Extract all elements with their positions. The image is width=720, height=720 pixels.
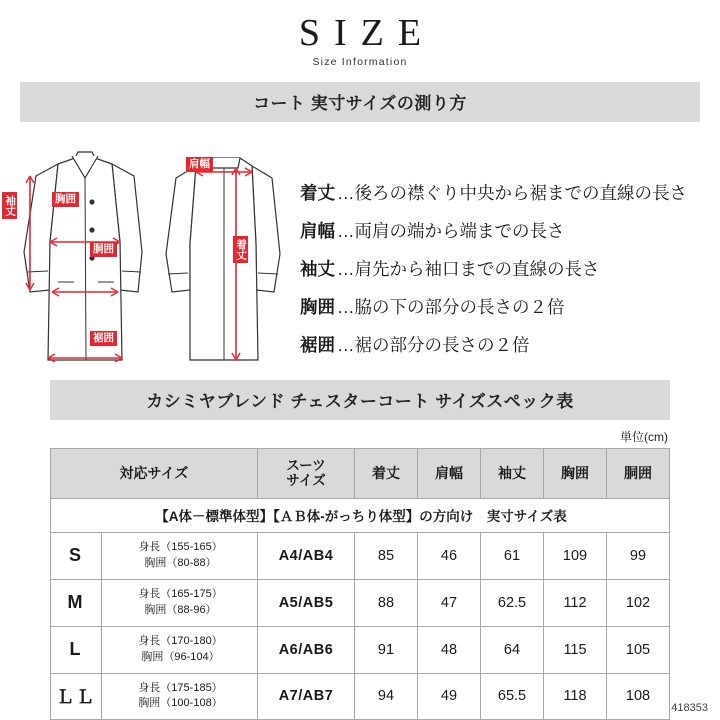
row-size-label: L (51, 626, 102, 673)
definition-row (300, 180, 720, 205)
row-sleeve: 61 (481, 532, 544, 579)
row-shoulder: 47 (418, 579, 481, 626)
row-suit-size: A5/AB5 (258, 579, 355, 626)
label-back-length: 着丈 (233, 236, 248, 263)
header-corresponding-size: 対応サイズ (51, 448, 258, 498)
row-bust: 112 (544, 579, 607, 626)
row-height: 身長（170-180） (138, 634, 223, 647)
body-type-note: 【A体－標準体型】【ＡＢ体-がっちり体型】の方向け 実寸サイズ表 (51, 498, 670, 532)
row-length: 94 (355, 673, 418, 720)
header-suit-line1: スーツ (286, 457, 326, 473)
definition-desc: …脇の下の部分の長さの２倍 (337, 296, 565, 317)
coat-illustration (0, 132, 300, 387)
header-shoulder: 肩幅 (418, 448, 481, 498)
row-chest: 胸囲（88-96） (144, 603, 217, 616)
body-type-note-row (51, 498, 670, 532)
spec-table-wrap (50, 420, 670, 720)
definition-term: 肩幅 (300, 220, 335, 241)
table-header-row (51, 448, 670, 498)
row-sleeve: 64 (481, 626, 544, 673)
page-title: SIZE (298, 12, 436, 54)
row-waist: 102 (607, 579, 670, 626)
row-sleeve: 62.5 (481, 579, 544, 626)
label-waist: 胴囲 (90, 242, 117, 257)
row-chest: 胸囲（100-108） (138, 697, 223, 710)
row-waist: 105 (607, 626, 670, 673)
row-size-detail (102, 626, 258, 673)
header-sleeve: 袖丈 (481, 448, 544, 498)
definition-row (300, 332, 720, 357)
row-shoulder: 49 (418, 673, 481, 720)
row-size-detail (102, 532, 258, 579)
table-row (51, 579, 670, 626)
label-shoulder-width: 肩幅 (186, 157, 213, 172)
row-length: 88 (355, 579, 418, 626)
page-subtitle: Size Information (312, 55, 408, 68)
row-height: 身長（155-165） (138, 540, 223, 553)
row-length: 91 (355, 626, 418, 673)
definition-desc: …後ろの襟ぐり中央から裾までの直線の長さ (337, 182, 687, 203)
row-size-label: S (51, 532, 102, 579)
row-bust: 118 (544, 673, 607, 720)
definition-term: 裾囲 (300, 334, 335, 355)
label-bust: 胸囲 (52, 192, 79, 207)
measure-block (0, 122, 720, 380)
header-suit-size (258, 448, 355, 498)
row-suit-size: A7/AB7 (258, 673, 355, 720)
definition-term: 袖丈 (300, 258, 335, 279)
definition-term: 胸囲 (300, 296, 335, 317)
product-code: 418353 (671, 702, 708, 714)
definition-row (300, 256, 720, 281)
row-waist: 99 (607, 532, 670, 579)
row-bust: 115 (544, 626, 607, 673)
definition-desc: …両肩の端から端までの長さ (337, 220, 565, 241)
coat-diagram-svg (0, 132, 300, 382)
definition-desc: …裾の部分の長さの２倍 (337, 334, 530, 355)
row-sleeve: 65.5 (481, 673, 544, 720)
page-header (0, 0, 720, 68)
table-row (51, 532, 670, 579)
row-waist: 108 (607, 673, 670, 720)
header-bust: 胸囲 (544, 448, 607, 498)
row-length: 85 (355, 532, 418, 579)
row-height: 身長（165-175） (138, 587, 223, 600)
row-height: 身長（175-185） (138, 681, 223, 694)
row-size-detail (102, 673, 258, 720)
row-chest: 胸囲（96-104） (141, 650, 220, 663)
label-sleeve-length: 袖丈 (2, 192, 17, 219)
unit-note: 単位(cm) (620, 429, 668, 444)
row-suit-size: A4/AB4 (258, 532, 355, 579)
definition-row (300, 294, 720, 319)
measure-section-title: コート 実寸サイズの測り方 (20, 82, 700, 122)
measurement-definitions (300, 132, 720, 370)
header-length: 着丈 (355, 448, 418, 498)
definition-term: 着丈 (300, 182, 335, 203)
label-hem: 裾囲 (90, 331, 117, 346)
table-row (51, 626, 670, 673)
row-size-label: ＬＬ (51, 673, 102, 720)
header-suit-line2: サイズ (286, 473, 326, 489)
row-shoulder: 46 (418, 532, 481, 579)
row-bust: 109 (544, 532, 607, 579)
header-waist: 胴囲 (607, 448, 670, 498)
row-shoulder: 48 (418, 626, 481, 673)
definition-row (300, 218, 720, 243)
row-chest: 胸囲（80-88） (144, 556, 217, 569)
size-spec-table (50, 448, 670, 720)
row-suit-size: A6/AB6 (258, 626, 355, 673)
row-size-detail (102, 579, 258, 626)
row-size-label: M (51, 579, 102, 626)
definition-desc: …肩先から袖口までの直線の長さ (337, 258, 600, 279)
table-row (51, 673, 670, 720)
spec-section-title: カシミヤブレンド チェスターコート サイズスペック表 (50, 380, 670, 420)
